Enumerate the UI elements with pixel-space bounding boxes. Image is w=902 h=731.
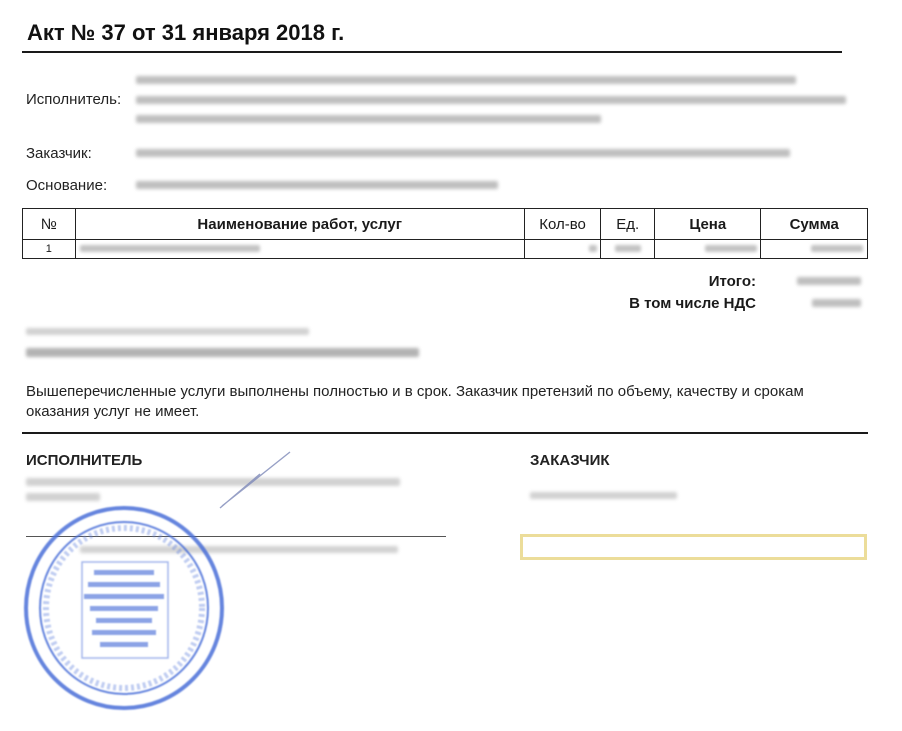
customer-name-redacted xyxy=(530,492,677,499)
basis-details-redacted xyxy=(136,181,498,189)
total-label: Итого: xyxy=(708,273,756,290)
customer-signature-heading: ЗАКАЗЧИК xyxy=(530,452,610,469)
header-quantity: Кол-во xyxy=(524,209,601,240)
executor-signature-heading: ИСПОЛНИТЕЛЬ xyxy=(26,452,143,469)
header-unit: Ед. xyxy=(601,209,655,240)
header-number: № xyxy=(23,209,76,240)
row-sum-redacted xyxy=(761,240,868,259)
header-sum: Сумма xyxy=(761,209,868,240)
total-value-redacted xyxy=(797,277,861,285)
services-table xyxy=(22,208,868,259)
signatures-divider xyxy=(22,432,868,434)
row-name-redacted xyxy=(75,240,524,259)
table-row xyxy=(23,240,868,259)
company-stamp xyxy=(20,500,230,715)
amount-in-words-redacted xyxy=(26,348,419,357)
row-number: 1 xyxy=(23,240,76,259)
customer-signature-field[interactable] xyxy=(520,534,867,560)
vat-label: В том числе НДС xyxy=(629,295,756,312)
header-price: Цена xyxy=(655,209,761,240)
row-unit-redacted xyxy=(601,240,655,259)
basis-label: Основание: xyxy=(26,177,108,194)
vat-value-redacted xyxy=(812,299,861,307)
document-title: Акт № 37 от 31 января 2018 г. xyxy=(27,20,345,45)
completion-statement: Вышеперечисленные услуги выполнены полностью и в срок. Заказчик претензий по объему, качеству и срокам оказания услуг не имеет. xyxy=(26,383,804,420)
row-quantity-redacted xyxy=(524,240,601,259)
row-price-redacted xyxy=(655,240,761,259)
table-header-row xyxy=(23,209,868,240)
header-name: Наименование работ, услуг xyxy=(75,209,524,240)
title-divider xyxy=(22,51,842,53)
customer-label: Заказчик: xyxy=(26,145,92,162)
items-summary-redacted xyxy=(26,328,309,335)
executor-label: Исполнитель: xyxy=(26,91,122,108)
customer-details-redacted xyxy=(136,149,790,157)
